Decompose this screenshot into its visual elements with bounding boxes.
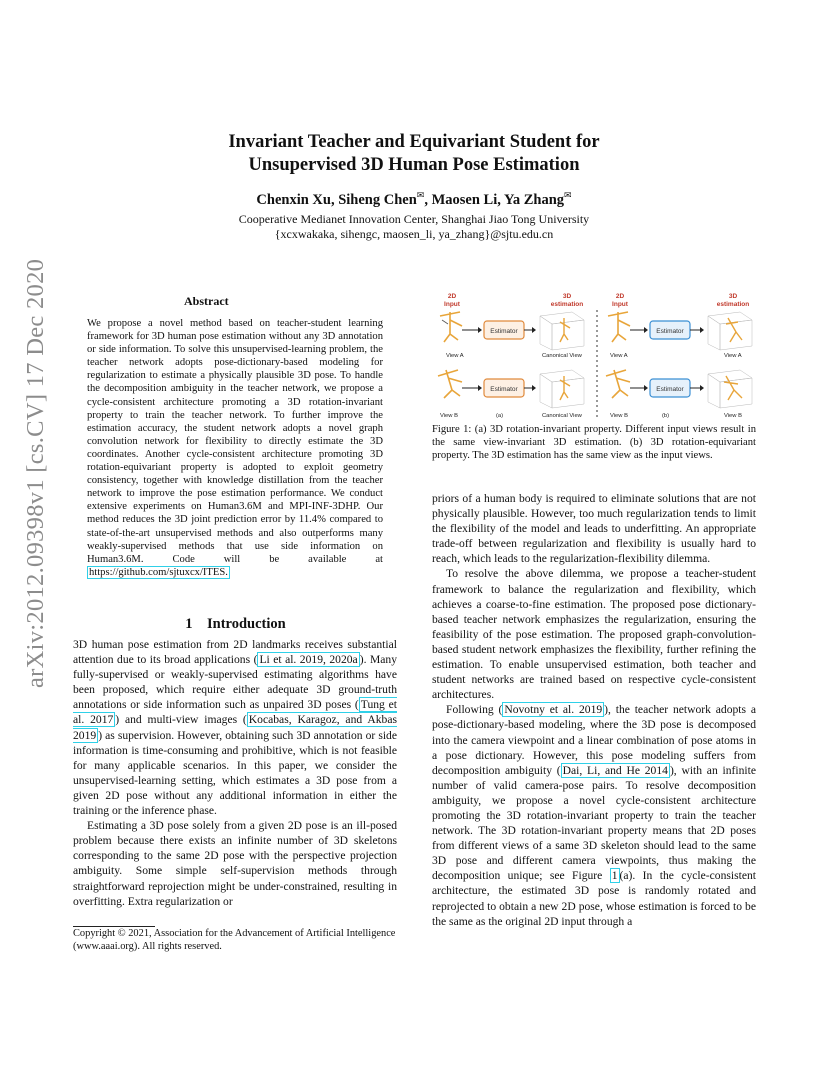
citation-link[interactable]: Kocabas, Karagoz, and Akbas 2019 <box>73 713 397 742</box>
title-line-2: Unsupervised 3D Human Pose Estimation <box>248 155 580 175</box>
paper-title <box>0 131 828 177</box>
right-text: Following ( <box>446 703 503 717</box>
fig-row-b-left <box>438 370 584 419</box>
citation-link[interactable]: Novotny et al. 2019 <box>504 703 603 717</box>
right-text: ), with an infinite number of valid camera-pose pairs. To resolve decomposition ambiguity, we propose a novel cycle-consistent architecture promoting the 3D rotation-invariant property to train the teacher network. The 3D rotation-invariant property means that 2D poses from different views of a same 3D skeleton should lead to the same 3D pose and different camera viewpoints, thus making the decomposition unique; see Figure <box>432 763 756 883</box>
right-paragraph-1: priors of a human body is required to eliminate solutions that are not physically plausible. However, too much regularization tends to limit the flexibility of the model and leads to underfitting. An appropriate trade-off between regularization and flexibility is usually hard to reach, which leads to the regularization-flexibility dilemma. <box>432 492 756 566</box>
sub-caption-b: (b) <box>662 413 670 419</box>
affiliation-line-1: Cooperative Medianet Innovation Center, Shanghai Jiao Tong University <box>238 212 590 226</box>
affiliation <box>0 212 828 242</box>
copyright-footnote: Copyright © 2021, Association for the Advancement of Artificial Intelligence (www.aaai.org). All rights reserved. <box>73 928 396 952</box>
canonical-view-label: Canonical View <box>542 413 582 419</box>
intro-text: 3D human pose estimation from 2D landmarks receives substantial attention due to its broad applications ( <box>73 638 397 667</box>
corresponding-mark-icon: ✉ <box>564 190 572 200</box>
fig-label-input-b: Input <box>612 301 628 308</box>
view-a-label: View A <box>610 353 628 359</box>
citation-link[interactable]: Li et al. 2019, 2020a <box>259 653 358 667</box>
sub-caption-a: (a) <box>496 413 504 419</box>
author-3: , Maosen Li, <box>424 191 504 208</box>
intro-text: ). Many fully-supervised or weakly-supervised estimating algorithms have been proposed, which require either adequate 3D ground-truth annotations or side information such as unpaired 3D poses ( <box>73 653 398 712</box>
fig-row-b-right <box>606 370 752 419</box>
abstract-heading: Abstract <box>184 294 229 308</box>
fig-row-a-right <box>608 312 752 359</box>
right-text: ), the teacher network adopts a pose-dictionary-based modeling, where the 3D pose is decomposed into the camera viewpoint and a linear combination of pose atoms in a pose dictionary. However, this pose modeling suffers from decomposition ambiguity ( <box>432 703 756 777</box>
estimator-label: Estimator <box>490 328 518 335</box>
estimator-label: Estimator <box>656 328 684 335</box>
fig-label-3d-a: 3D <box>562 293 572 300</box>
fig-label-estimation-b: estimation <box>716 301 750 308</box>
fig-row-a-left <box>440 312 584 359</box>
author-2: Siheng Chen <box>338 191 417 208</box>
corresponding-mark-icon: ✉ <box>416 190 425 200</box>
figure-1 <box>432 290 756 423</box>
arxiv-watermark: arXiv:2012.09398v1 [cs.CV] 17 Dec 2020 <box>22 258 49 688</box>
fig-label-3d-b: 3D <box>728 293 738 300</box>
figure-1-caption: Figure 1: (a) 3D rotation-invariant property. Different input views result in the same view-invariant 3D estimation. (b) 3D rotation-equivariant property. The 3D estimation has the same view as the input views. <box>432 424 756 461</box>
fig-label-2d-a: 2D <box>447 293 457 300</box>
view-a-label-output: View A <box>724 353 742 359</box>
affiliation-emails: {xcxwakaka, sihengc, maosen_li, ya_zhang}@sjtu.edu.cn <box>274 227 554 241</box>
fig-label-estimation-a: estimation <box>550 301 584 308</box>
author-1: Chenxin Xu, <box>256 191 339 208</box>
citation-link[interactable]: Tung et al. 2017 <box>73 698 397 727</box>
intro-text: ) as supervision. However, obtaining such 3D annotation or side information is time-consuming and prohibitive, which is not feasible for many applicable scenarios. In this paper, we consider the unsupervised-learning setting, which estimates a 3D pose from a given 2D pose without any additional information in either the training or the inference phase. <box>73 728 397 818</box>
abstract-text: We propose a novel method based on teacher-student learning framework for 3D human pose estimation without any 3D annotation or side information. To solve this unsupervised-learning problem, the teacher network adopts pose-dictionary-based modeling for regularization to estimate a physically plausible 3D pose. To handle the decomposition ambiguity in the teacher network, we propose a cycle-consistent architecture promoting a 3D rotation-invariant property to train the teacher network. To further improve the estimation accuracy, the student network adopts a novel graph convolution network for flexibility to directly estimate the 3D coordinates. Another cycle-consistent architecture promoting 3D rotation-equivariant property is adopted to exploit geometry consistency, together with knowledge distillation from the teacher network to improve the pose estimation performance. We conduct extensive experiments on Human3.6M and MPI-INF-3DHP. Our method reduces the 3D joint prediction error by 11.4% compared to state-of-the-art unsupervised methods and also outperforms many weakly-supervised methods that use side information on Human3.6M. Code will be available at <box>87 318 383 565</box>
canonical-view-label: Canonical View <box>542 353 582 359</box>
view-b-label: View B <box>610 413 628 419</box>
code-link[interactable]: https://github.com/sjtuxcx/ITES. <box>89 566 228 578</box>
figure-ref-link[interactable]: 1 <box>611 869 618 883</box>
right-text: (a). In the cycle-consistent architecture, the estimated 3D pose is randomly rotated and reprojected to obtain a new 2D pose, whose estimation is forced to be the same as the original 2D input through a <box>432 869 756 928</box>
fig-label-2d-b: 2D <box>615 293 625 300</box>
estimator-label: Estimator <box>656 386 684 393</box>
fig-label-input-a: Input <box>444 301 460 308</box>
intro-text: ) and multi-view images ( <box>115 713 247 727</box>
title-line-1: Invariant Teacher and Equivariant Student for <box>228 132 600 152</box>
view-a-label: View A <box>446 353 464 359</box>
author-4: Ya Zhang <box>503 191 565 208</box>
right-paragraph-2: To resolve the above dilemma, we propose a teacher-student framework to balance the regularization and flexibility, which achieves a coarse-to-fine estimation. The proposed pose dictionary-based teacher network emphasizes the regularization, ensuring the feasibility of the pose estimation. The proposed graph-convolution-based student network emphasizes the flexibility, further refining the estimation. To enable unsupervised estimation, both teacher and student networks are trained based on respective cycle-consistent architectures. <box>432 567 756 702</box>
estimator-label: Estimator <box>490 386 518 393</box>
abstract-body <box>87 317 383 579</box>
citation-link[interactable]: Dai, Li, and He 2014 <box>562 763 668 777</box>
section-heading-introduction: 1 Introduction <box>185 616 286 632</box>
introduction-body <box>73 637 397 909</box>
intro-paragraph-2: Estimating a 3D pose solely from a given 2D pose is an ill-posed problem because there exists an infinite number of 3D skeletons corresponding to the same 2D pose with the perspective projection ambiguity. Some simple self-supervision methods through straightforward reprojection might be under-constrained, resulting in overfitting. Extra regularization or <box>73 819 397 908</box>
view-b-label-output: View B <box>724 413 742 419</box>
right-column-body <box>432 491 756 929</box>
author-list <box>0 190 828 209</box>
view-b-label: View B <box>440 413 458 419</box>
